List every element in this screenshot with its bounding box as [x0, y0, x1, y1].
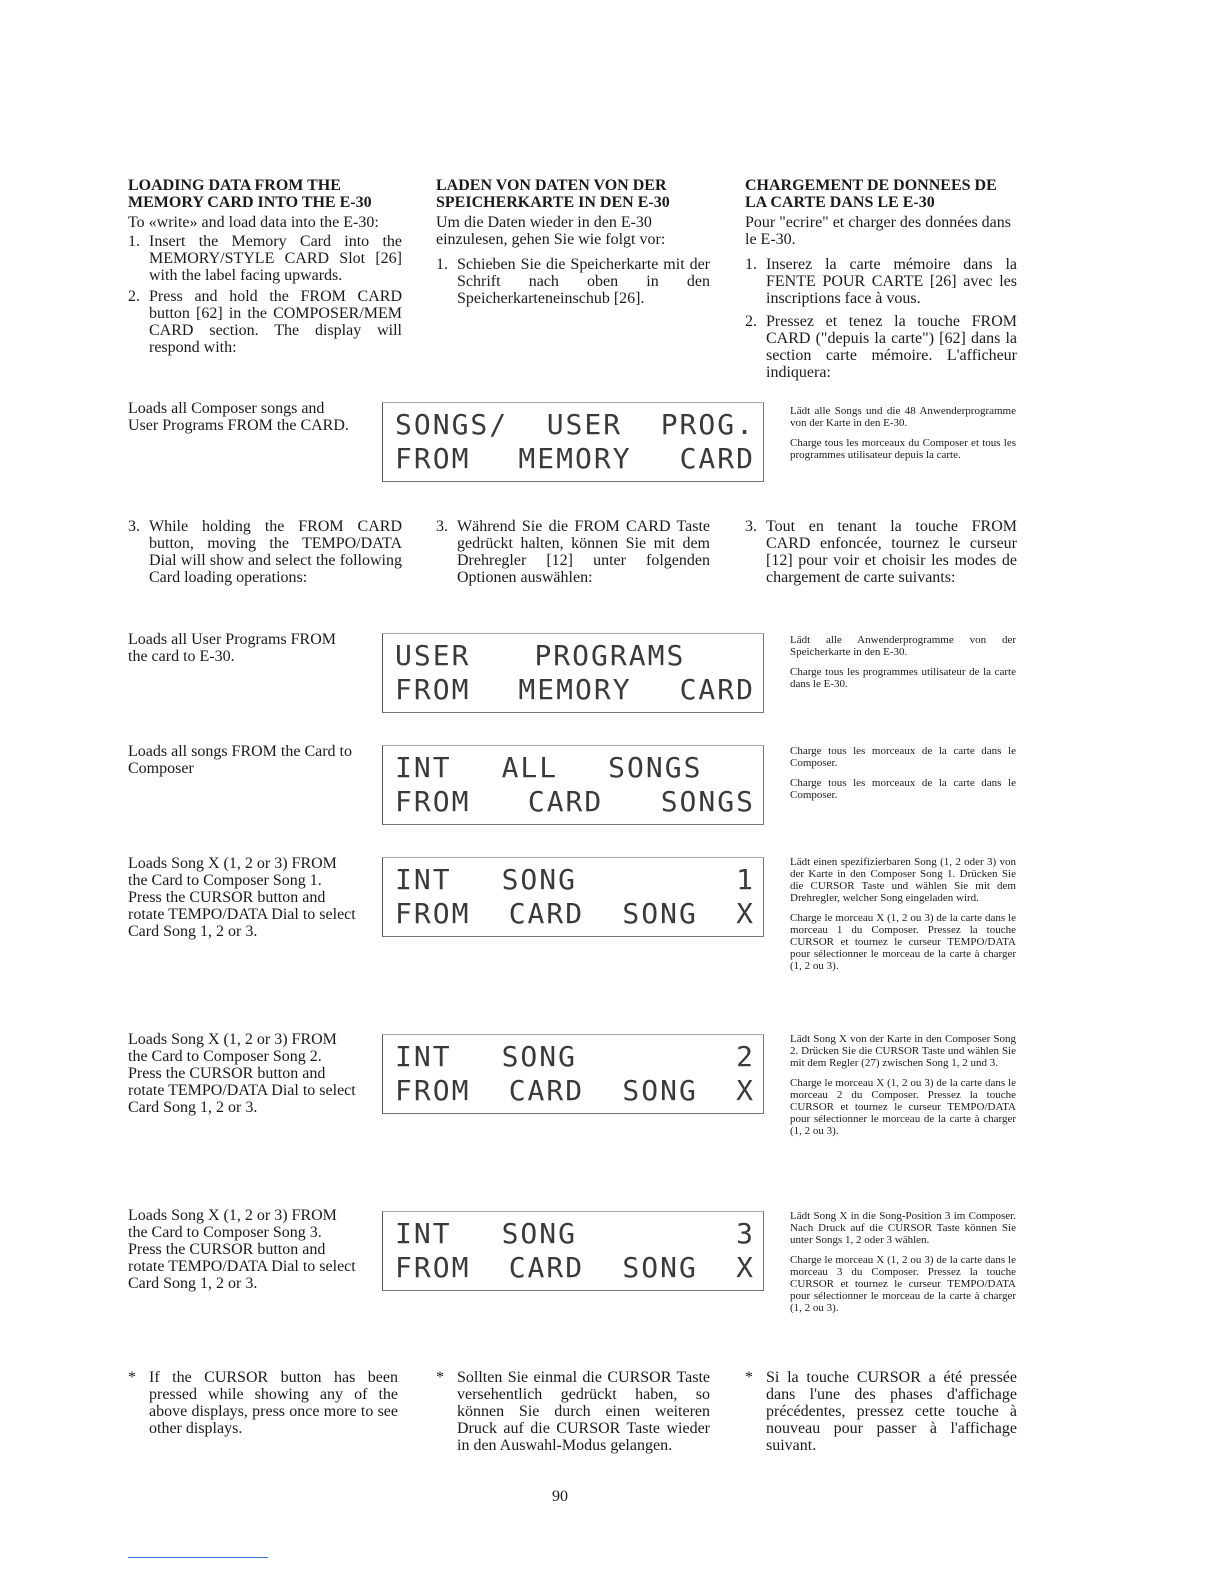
display1-notes: Lädt alle Songs und die 48 Anwenderprogramme von der Karte in den E-30. Charge tous les morceaux du Composer et tous les programmes utilisateur depuis la carte.	[790, 405, 1016, 461]
lcd-display-4	[382, 857, 764, 937]
display2-notes: Lädt alle Anwenderprogramme von der Speicherkarte in den E-30. Charge tous les programmes utilisateur de la carte dans le E-30.	[790, 634, 1016, 690]
note-fr: * Si la touche CURSOR a été pressée dans l'une des phases d'affichage précédentes, pressez cette touche à nouveau pour passer à l'affichage suivant.	[745, 1369, 1017, 1454]
display3-desc: Loads all songs FROM the Card to Composer	[128, 743, 352, 777]
intro-fr: Pour "ecrire" et charger des données dans le E-30.	[745, 214, 1011, 248]
step-en-2: 2. Press and hold the FROM CARD button [62] in the COMPOSER/MEM CARD section. The display will respond with:	[128, 288, 402, 356]
step-de-1: 1. Schieben Sie die Speicherkarte mit der Schrift nach oben in den Speicherkarteneinschub [26].	[436, 256, 710, 307]
col-english	[128, 177, 402, 356]
lcd-display-3	[382, 745, 764, 825]
heading-fr: CHARGEMENT DE DONNEES DE LA CARTE DANS LE E-30	[745, 177, 997, 211]
step3-fr: 3. Tout en tenant la touche FROM CARD enfoncée, tournez le curseur [12] pour voir et choisir les modes de chargement de carte suivants:	[745, 518, 1017, 586]
display4-notes: Lädt einen spezifizierbaren Song (1, 2 oder 3) von der Karte in den Composer Song 1. Drücken Sie die CURSOR Taste und wählen Sie mit dem Drehregler, welcher Song eingeladen wird. Charge le morceau X (1, 2 ou 3) de la carte dans le morceau 1 du Composer. Pressez la touche CURSOR et tournez le curseur TEMPO/DATA pour sélectionner le morceau de la carte à charger (1, 2 ou 3).	[790, 856, 1016, 972]
lcd2-line2: FROM MEMORY CARD	[395, 673, 755, 706]
lcd6-line1: INT SONG 3	[395, 1217, 755, 1250]
footnote-rule	[128, 1557, 268, 1558]
lcd3-line1: INT ALL SONGS	[395, 751, 703, 784]
display5-notes: Lädt Song X von der Karte in den Composer Song 2. Drücken Sie die CURSOR Taste und wählen Sie mit dem Regler (27) zwischen Song 1, 2 und 3. Charge le morceau X (1, 2 ou 3) de la carte dans le morceau 2 du Composer. Pressez la touche CURSOR et tournez le curseur TEMPO/DATA pour sélectionner le morceau de la carte à charger (1, 2 ou 3).	[790, 1033, 1016, 1137]
heading-en: LOADING DATA FROM THE MEMORY CARD INTO THE E-30	[128, 177, 372, 211]
step3-en: 3. While holding the FROM CARD button, moving the TEMPO/DATA Dial will show and select the following Card loading operations:	[128, 518, 402, 586]
note-en: * If the CURSOR button has been pressed while showing any of the above displays, press once more to see other displays.	[128, 1369, 398, 1437]
lcd5-line1: INT SONG 2	[395, 1040, 755, 1073]
step3-de: 3. Während Sie die FROM CARD Taste gedrückt halten, können Sie mit dem Drehregler [12] unter folgenden Optionen auswählen:	[436, 518, 710, 586]
lcd-display-1	[382, 402, 764, 482]
lcd-display-6	[382, 1211, 764, 1291]
heading-de: LADEN VON DATEN VON DER SPEICHERKARTE IN DEN E-30	[436, 177, 670, 211]
display3-notes: Charge tous les morceaux de la carte dans le Composer. Charge tous les morceaux de la carte dans le Composer.	[790, 745, 1016, 801]
display4-desc: Loads Song X (1, 2 or 3) FROM the Card to Composer Song 1. Press the CURSOR button and rotate TEMPO/DATA Dial to select Card Song 1, 2 or 3.	[128, 855, 356, 940]
display1-desc: Loads all Composer songs and User Programs FROM the CARD.	[128, 400, 349, 434]
lcd3-line2: FROM CARD SONGS	[395, 785, 755, 818]
step-en-1: 1. Insert the Memory Card into the MEMORY/STYLE CARD Slot [26] with the label facing upwards.	[128, 233, 402, 284]
step-fr-1: 1. Inserez la carte mémoire dans la FENTE POUR CARTE [26] avec les inscriptions face à vous.	[745, 256, 1017, 307]
lcd4-line1: INT SONG 1	[395, 863, 755, 896]
note-de: * Sollten Sie einmal die CURSOR Taste versehentlich gedrückt haben, so können Sie durch einen weiteren Druck auf die CURSOR Taste wieder in den Auswahl-Modus gelangen.	[436, 1369, 710, 1454]
col-french	[745, 177, 1017, 381]
lcd1-line1: SONGS/ USER PROG.	[395, 408, 755, 441]
display6-desc: Loads Song X (1, 2 or 3) FROM the Card to Composer Song 3. Press the CURSOR button and rotate TEMPO/DATA Dial to select Card Song 1, 2 or 3.	[128, 1207, 356, 1292]
step-fr-2: 2. Pressez et tenez la touche FROM CARD ("depuis la carte") [62] dans la section carte mémoire. L'afficheur indiquera:	[745, 313, 1017, 381]
lcd1-line2: FROM MEMORY CARD	[395, 442, 755, 475]
lcd-display-2	[382, 633, 764, 713]
lcd-display-5	[382, 1034, 764, 1114]
intro-de: Um die Daten wieder in den E-30 einzulesen, gehen Sie wie folgt vor:	[436, 214, 666, 248]
lcd2-line1: USER PROGRAMS	[395, 639, 686, 672]
display5-desc: Loads Song X (1, 2 or 3) FROM the Card to Composer Song 2. Press the CURSOR button and rotate TEMPO/DATA Dial to select Card Song 1, 2 or 3.	[128, 1031, 356, 1116]
page-number: 90	[552, 1488, 568, 1505]
col-german	[436, 177, 710, 307]
display2-desc: Loads all User Programs FROM the card to E-30.	[128, 631, 336, 665]
intro-en: To «write» and load data into the E-30:	[128, 214, 379, 231]
display6-notes: Lädt Song X in die Song-Position 3 im Composer. Nach Druck auf die CURSOR Taste können Sie unter Songs 1, 2 oder 3 wählen. Charge le morceau X (1, 2 ou 3) de la carte dans le morceau 3 du Composer. Pressez la touche CURSOR et tournez le curseur TEMPO/DATA pour sélectionner le morceau de la carte à charger (1, 2 ou 3).	[790, 1210, 1016, 1314]
lcd6-line2: FROM CARD SONG X	[395, 1251, 755, 1284]
lcd4-line2: FROM CARD SONG X	[395, 897, 755, 930]
lcd5-line2: FROM CARD SONG X	[395, 1074, 755, 1107]
